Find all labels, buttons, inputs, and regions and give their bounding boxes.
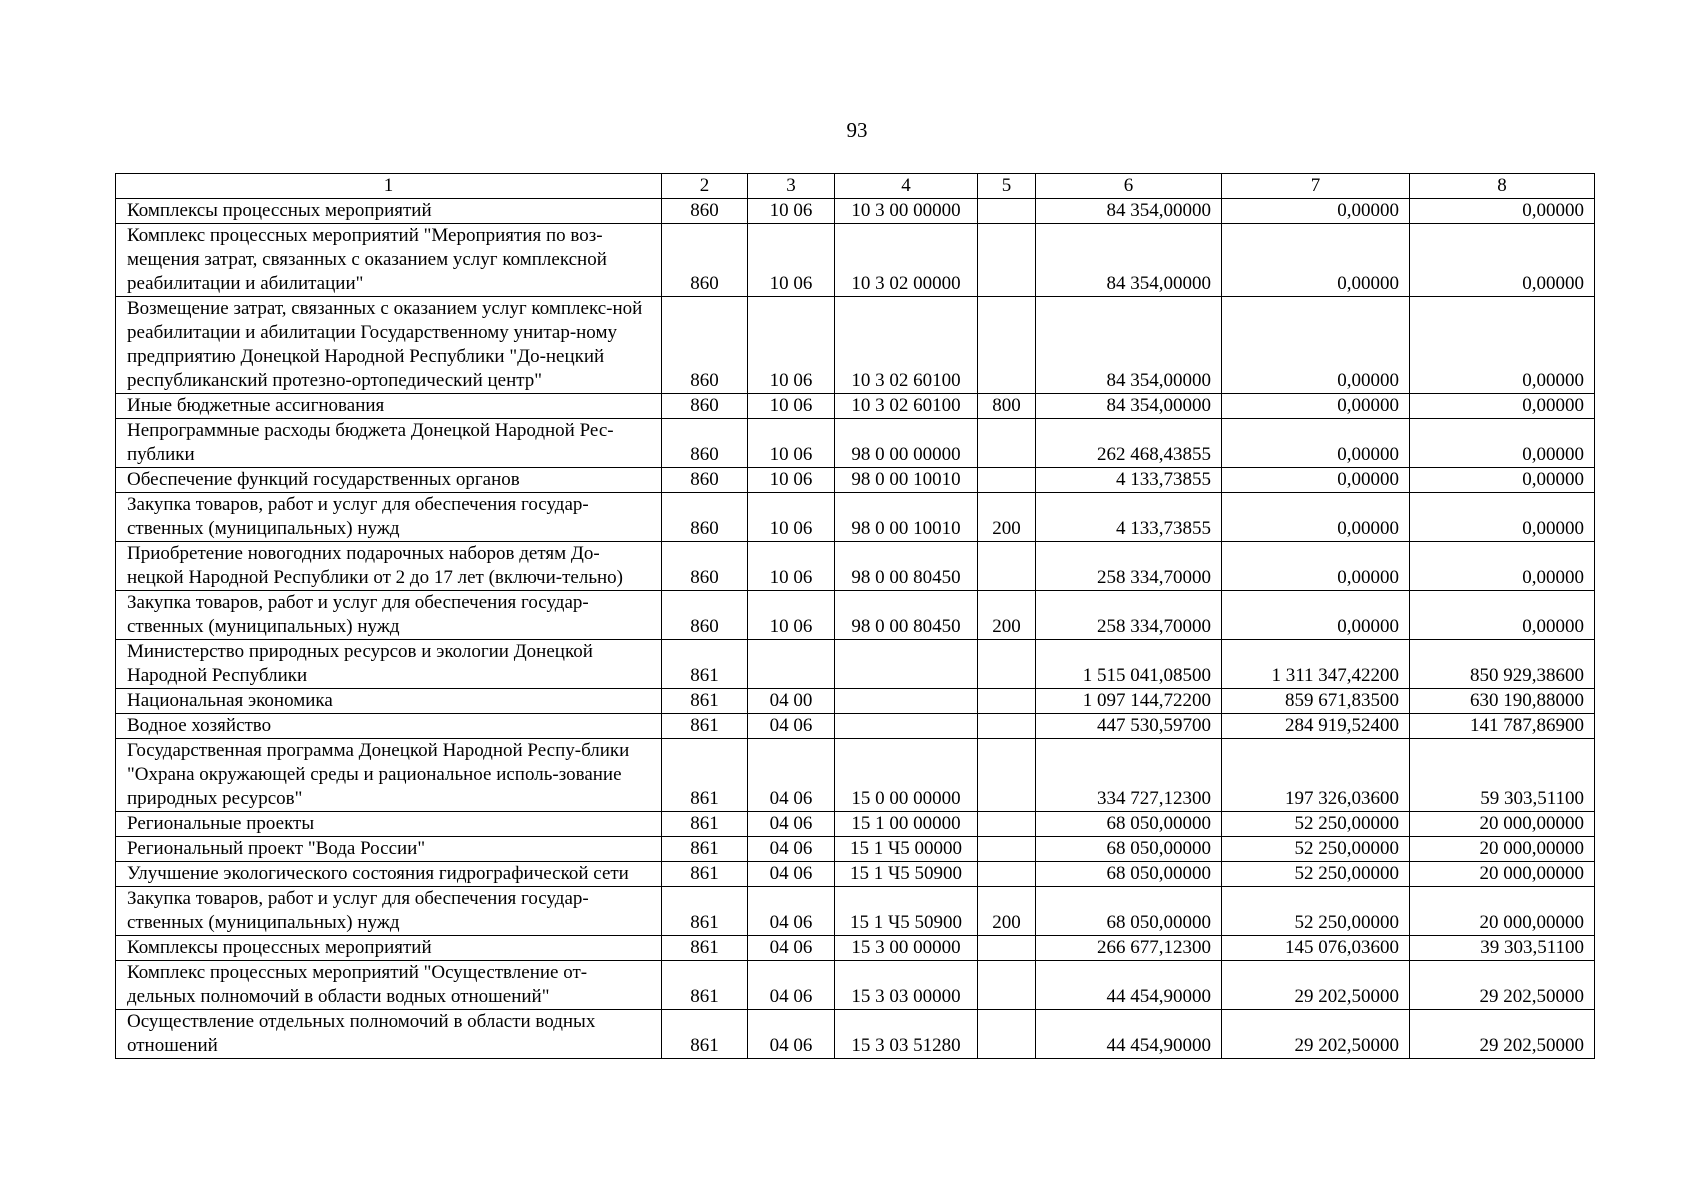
ministry-code: 860 <box>662 297 748 394</box>
row-description: Осуществление отдельных полномочий в области водных отношений <box>116 1010 662 1059</box>
ministry-code: 861 <box>662 812 748 837</box>
amount-col-8: 0,00000 <box>1410 394 1595 419</box>
section-code: 04 06 <box>748 887 835 936</box>
section-code: 10 06 <box>748 419 835 468</box>
target-article-code <box>835 689 978 714</box>
amount-col-6: 4 133,73855 <box>1036 493 1222 542</box>
column-header: 3 <box>748 174 835 199</box>
row-description: Непрограммные расходы бюджета Донецкой Народной Рес-публики <box>116 419 662 468</box>
table-row <box>116 936 1595 961</box>
amount-col-6: 447 530,59700 <box>1036 714 1222 739</box>
row-description: Министерство природных ресурсов и экологии Донецкой Народной Республики <box>116 640 662 689</box>
expense-type-code <box>978 739 1036 812</box>
section-code: 04 06 <box>748 862 835 887</box>
section-code: 10 06 <box>748 468 835 493</box>
amount-col-7: 0,00000 <box>1222 542 1410 591</box>
row-description: Водное хозяйство <box>116 714 662 739</box>
target-article-code: 15 3 03 51280 <box>835 1010 978 1059</box>
target-article-code: 15 1 Ч5 50900 <box>835 862 978 887</box>
row-description: Комплексы процессных мероприятий <box>116 199 662 224</box>
target-article-code: 98 0 00 00000 <box>835 419 978 468</box>
row-description: Улучшение экологического состояния гидрографической сети <box>116 862 662 887</box>
amount-col-6: 68 050,00000 <box>1036 812 1222 837</box>
section-code: 10 06 <box>748 394 835 419</box>
row-description: Государственная программа Донецкой Народной Респу-блики "Охрана окружающей среды и рациональное исполь-зование природных ресурсов" <box>116 739 662 812</box>
expense-type-code <box>978 714 1036 739</box>
amount-col-6: 68 050,00000 <box>1036 862 1222 887</box>
amount-col-6: 258 334,70000 <box>1036 591 1222 640</box>
amount-col-6: 84 354,00000 <box>1036 394 1222 419</box>
section-code: 10 06 <box>748 542 835 591</box>
row-description: Приобретение новогодних подарочных наборов детям До-нецкой Народной Республики от 2 до 17 лет (включи-тельно) <box>116 542 662 591</box>
amount-col-8: 20 000,00000 <box>1410 837 1595 862</box>
row-description: Комплекс процессных мероприятий "Осуществление от-дельных полномочий в области водных отношений" <box>116 961 662 1010</box>
ministry-code: 860 <box>662 493 748 542</box>
expense-type-code <box>978 224 1036 297</box>
amount-col-7: 1 311 347,42200 <box>1222 640 1410 689</box>
ministry-code: 861 <box>662 640 748 689</box>
amount-col-8: 0,00000 <box>1410 224 1595 297</box>
table-row <box>116 689 1595 714</box>
target-article-code: 15 0 00 00000 <box>835 739 978 812</box>
target-article-code: 15 1 Ч5 50900 <box>835 887 978 936</box>
column-header: 1 <box>116 174 662 199</box>
target-article-code: 15 1 00 00000 <box>835 812 978 837</box>
amount-col-7: 0,00000 <box>1222 394 1410 419</box>
ministry-code: 860 <box>662 542 748 591</box>
column-header: 2 <box>662 174 748 199</box>
amount-col-6: 262 468,43855 <box>1036 419 1222 468</box>
expense-type-code: 200 <box>978 493 1036 542</box>
target-article-code: 10 3 02 60100 <box>835 297 978 394</box>
ministry-code: 861 <box>662 887 748 936</box>
ministry-code: 860 <box>662 591 748 640</box>
ministry-code: 861 <box>662 862 748 887</box>
section-code: 10 06 <box>748 493 835 542</box>
expense-type-code: 800 <box>978 394 1036 419</box>
column-header: 8 <box>1410 174 1595 199</box>
expense-type-code <box>978 199 1036 224</box>
section-code: 10 06 <box>748 199 835 224</box>
amount-col-7: 0,00000 <box>1222 419 1410 468</box>
amount-col-6: 1 097 144,72200 <box>1036 689 1222 714</box>
column-header: 6 <box>1036 174 1222 199</box>
amount-col-7: 52 250,00000 <box>1222 887 1410 936</box>
amount-col-6: 334 727,12300 <box>1036 739 1222 812</box>
expense-type-code <box>978 936 1036 961</box>
table-row <box>116 739 1595 812</box>
amount-col-7: 0,00000 <box>1222 493 1410 542</box>
amount-col-7: 197 326,03600 <box>1222 739 1410 812</box>
table-row <box>116 297 1595 394</box>
table-row <box>116 812 1595 837</box>
target-article-code: 98 0 00 10010 <box>835 493 978 542</box>
section-code: 04 00 <box>748 689 835 714</box>
amount-col-7: 29 202,50000 <box>1222 961 1410 1010</box>
table-row <box>116 714 1595 739</box>
expense-type-code: 200 <box>978 591 1036 640</box>
amount-col-7: 284 919,52400 <box>1222 714 1410 739</box>
row-description: Закупка товаров, работ и услуг для обеспечения государ-ственных (муниципальных) нужд <box>116 493 662 542</box>
amount-col-7: 0,00000 <box>1222 591 1410 640</box>
expense-type-code <box>978 640 1036 689</box>
target-article-code: 98 0 00 80450 <box>835 542 978 591</box>
amount-col-7: 859 671,83500 <box>1222 689 1410 714</box>
row-description: Обеспечение функций государственных органов <box>116 468 662 493</box>
ministry-code: 860 <box>662 419 748 468</box>
amount-col-8: 59 303,51100 <box>1410 739 1595 812</box>
table-row <box>116 468 1595 493</box>
amount-col-8: 39 303,51100 <box>1410 936 1595 961</box>
ministry-code: 861 <box>662 837 748 862</box>
expense-type-code <box>978 689 1036 714</box>
target-article-code: 15 1 Ч5 00000 <box>835 837 978 862</box>
section-code: 10 06 <box>748 591 835 640</box>
amount-col-8: 20 000,00000 <box>1410 812 1595 837</box>
target-article-code: 10 3 02 00000 <box>835 224 978 297</box>
row-description: Комплексы процессных мероприятий <box>116 936 662 961</box>
table-row <box>116 837 1595 862</box>
ministry-code: 861 <box>662 714 748 739</box>
table-row <box>116 542 1595 591</box>
ministry-code: 861 <box>662 739 748 812</box>
expense-type-code <box>978 961 1036 1010</box>
section-code: 04 06 <box>748 714 835 739</box>
section-code: 04 06 <box>748 812 835 837</box>
table-row <box>116 591 1595 640</box>
section-code: 04 06 <box>748 961 835 1010</box>
section-code: 04 06 <box>748 936 835 961</box>
amount-col-7: 52 250,00000 <box>1222 837 1410 862</box>
ministry-code: 860 <box>662 199 748 224</box>
expense-type-code <box>978 542 1036 591</box>
column-header: 5 <box>978 174 1036 199</box>
amount-col-8: 0,00000 <box>1410 591 1595 640</box>
amount-col-7: 0,00000 <box>1222 297 1410 394</box>
table-row <box>116 493 1595 542</box>
section-code: 04 06 <box>748 1010 835 1059</box>
ministry-code: 860 <box>662 394 748 419</box>
amount-col-7: 145 076,03600 <box>1222 936 1410 961</box>
amount-col-8: 0,00000 <box>1410 199 1595 224</box>
expense-type-code <box>978 1010 1036 1059</box>
amount-col-8: 29 202,50000 <box>1410 961 1595 1010</box>
target-article-code: 15 3 03 00000 <box>835 961 978 1010</box>
table-row <box>116 640 1595 689</box>
row-description: Возмещение затрат, связанных с оказанием услуг комплекс-ной реабилитации и абилитации Государственному унитар-ному предприятию Донецкой Народной Республики "До-нецкий республиканский протезно-ортопедический центр" <box>116 297 662 394</box>
amount-col-6: 4 133,73855 <box>1036 468 1222 493</box>
section-code: 04 06 <box>748 739 835 812</box>
table-row <box>116 862 1595 887</box>
amount-col-6: 258 334,70000 <box>1036 542 1222 591</box>
amount-col-7: 52 250,00000 <box>1222 812 1410 837</box>
table-row <box>116 887 1595 936</box>
amount-col-8: 850 929,38600 <box>1410 640 1595 689</box>
row-description: Комплекс процессных мероприятий "Мероприятия по воз-мещения затрат, связанных с оказанием услуг комплексной реабилитации и абилитации" <box>116 224 662 297</box>
ministry-code: 860 <box>662 468 748 493</box>
amount-col-6: 68 050,00000 <box>1036 887 1222 936</box>
expense-type-code <box>978 862 1036 887</box>
amount-col-6: 68 050,00000 <box>1036 837 1222 862</box>
amount-col-6: 266 677,12300 <box>1036 936 1222 961</box>
target-article-code <box>835 640 978 689</box>
amount-col-6: 1 515 041,08500 <box>1036 640 1222 689</box>
amount-col-8: 0,00000 <box>1410 468 1595 493</box>
row-description: Региональный проект "Вода России" <box>116 837 662 862</box>
ministry-code: 861 <box>662 936 748 961</box>
target-article-code <box>835 714 978 739</box>
amount-col-6: 84 354,00000 <box>1036 199 1222 224</box>
expense-type-code <box>978 812 1036 837</box>
column-header: 4 <box>835 174 978 199</box>
amount-col-7: 52 250,00000 <box>1222 862 1410 887</box>
amount-col-7: 29 202,50000 <box>1222 1010 1410 1059</box>
amount-col-8: 0,00000 <box>1410 542 1595 591</box>
page-number: 93 <box>846 118 868 142</box>
column-header: 7 <box>1222 174 1410 199</box>
amount-col-8: 0,00000 <box>1410 419 1595 468</box>
amount-col-7: 0,00000 <box>1222 468 1410 493</box>
target-article-code: 98 0 00 80450 <box>835 591 978 640</box>
amount-col-6: 84 354,00000 <box>1036 297 1222 394</box>
amount-col-8: 20 000,00000 <box>1410 887 1595 936</box>
amount-col-8: 20 000,00000 <box>1410 862 1595 887</box>
section-code <box>748 640 835 689</box>
row-description: Иные бюджетные ассигнования <box>116 394 662 419</box>
row-description: Закупка товаров, работ и услуг для обеспечения государ-ственных (муниципальных) нужд <box>116 591 662 640</box>
amount-col-7: 0,00000 <box>1222 224 1410 297</box>
table-row <box>116 394 1595 419</box>
amount-col-8: 29 202,50000 <box>1410 1010 1595 1059</box>
ministry-code: 860 <box>662 224 748 297</box>
section-code: 10 06 <box>748 224 835 297</box>
target-article-code: 10 3 00 00000 <box>835 199 978 224</box>
section-code: 10 06 <box>748 297 835 394</box>
ministry-code: 861 <box>662 689 748 714</box>
table-row <box>116 961 1595 1010</box>
table-row <box>116 224 1595 297</box>
row-description: Закупка товаров, работ и услуг для обеспечения государ-ственных (муниципальных) нужд <box>116 887 662 936</box>
amount-col-8: 630 190,88000 <box>1410 689 1595 714</box>
table-header-row <box>116 174 1595 199</box>
expense-type-code <box>978 837 1036 862</box>
expense-type-code <box>978 297 1036 394</box>
amount-col-8: 0,00000 <box>1410 493 1595 542</box>
budget-table <box>115 173 1595 1059</box>
amount-col-7: 0,00000 <box>1222 199 1410 224</box>
row-description: Региональные проекты <box>116 812 662 837</box>
table-row <box>116 419 1595 468</box>
expense-type-code <box>978 419 1036 468</box>
row-description: Национальная экономика <box>116 689 662 714</box>
target-article-code: 15 3 00 00000 <box>835 936 978 961</box>
target-article-code: 98 0 00 10010 <box>835 468 978 493</box>
target-article-code: 10 3 02 60100 <box>835 394 978 419</box>
section-code: 04 06 <box>748 837 835 862</box>
table-row <box>116 199 1595 224</box>
ministry-code: 861 <box>662 1010 748 1059</box>
amount-col-6: 44 454,90000 <box>1036 961 1222 1010</box>
table-row <box>116 1010 1595 1059</box>
amount-col-8: 0,00000 <box>1410 297 1595 394</box>
amount-col-8: 141 787,86900 <box>1410 714 1595 739</box>
expense-type-code: 200 <box>978 887 1036 936</box>
amount-col-6: 84 354,00000 <box>1036 224 1222 297</box>
expense-type-code <box>978 468 1036 493</box>
amount-col-6: 44 454,90000 <box>1036 1010 1222 1059</box>
ministry-code: 861 <box>662 961 748 1010</box>
